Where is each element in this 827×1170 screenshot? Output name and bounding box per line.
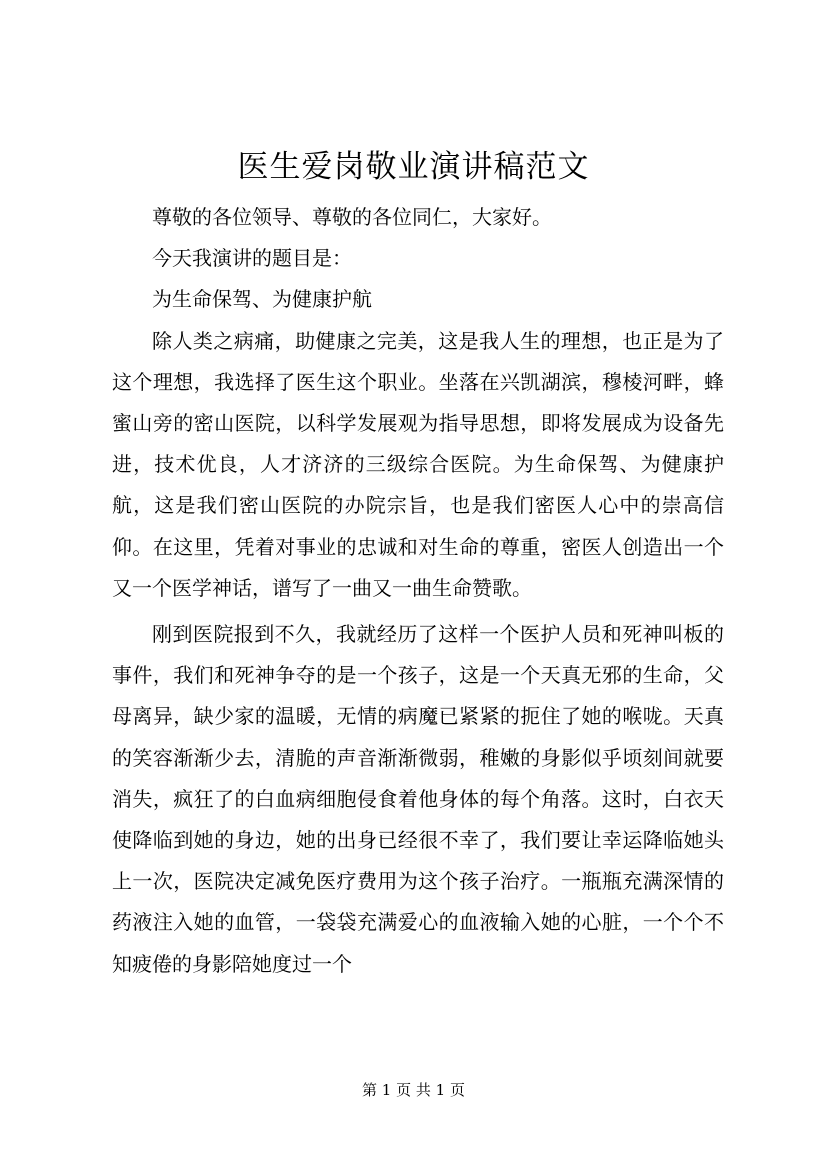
body-paragraph-ideal: 除人类之病痛，助健康之完美，这是我人生的理想，也正是为了这个理想，我选择了医生这个职业。坐落在兴凯湖滨，穆棱河畔，蜂蜜山旁的密山医院，以科学发展观为指导思想，即将发展成为设备先进，技术优良，人才济济的三级综合医院。为生命保驾、为健康护航，这是我们密山医院的办院宗旨，也是我们密医人心中的崇高信仰。在这里，凭着对事业的忠诚和对生命的尊重，密医人创造出一个又一个医学神话，谱写了一曲又一曲生命赞歌。 bbox=[112, 328, 724, 600]
body-paragraph-story: 刚到医院报到不久，我就经历了这样一个医护人员和死神叫板的事件，我们和死神争夺的是一个孩子，这是一个天真无邪的生命，父母离异，缺少家的温暖，无情的病魔已紧紧的扼住了她的喉咙。天真的笑容渐渐少去，清脆的声音渐渐微弱，稚嫩的身影似乎顷刻间就要消失，疯狂了的白血病细胞侵食着他身体的每个角落。这时，白衣天使降临到她的身边，她的出身已经很不幸了，我们要让幸运降临她头上一次，医院决定减免医疗费用为这个孩子治疗。一瓶瓶充满深情的药液注入她的血管，一袋袋充满爱心的血液输入她的心脏，一个个不知疲倦的身影陪她度过一个 bbox=[112, 622, 724, 976]
topic-intro-paragraph: 今天我演讲的题目是： bbox=[152, 246, 352, 271]
document-title: 医生爱岗敬业演讲稿范文 bbox=[237, 149, 590, 185]
document-body bbox=[112, 197, 724, 985]
greeting-paragraph: 尊敬的各位领导、尊敬的各位同仁，大家好。 bbox=[152, 205, 552, 229]
page-number-footer: 第 1 页 共 1 页 bbox=[362, 1081, 465, 1099]
topic-paragraph: 为生命保驾、为健康护航 bbox=[152, 287, 372, 312]
